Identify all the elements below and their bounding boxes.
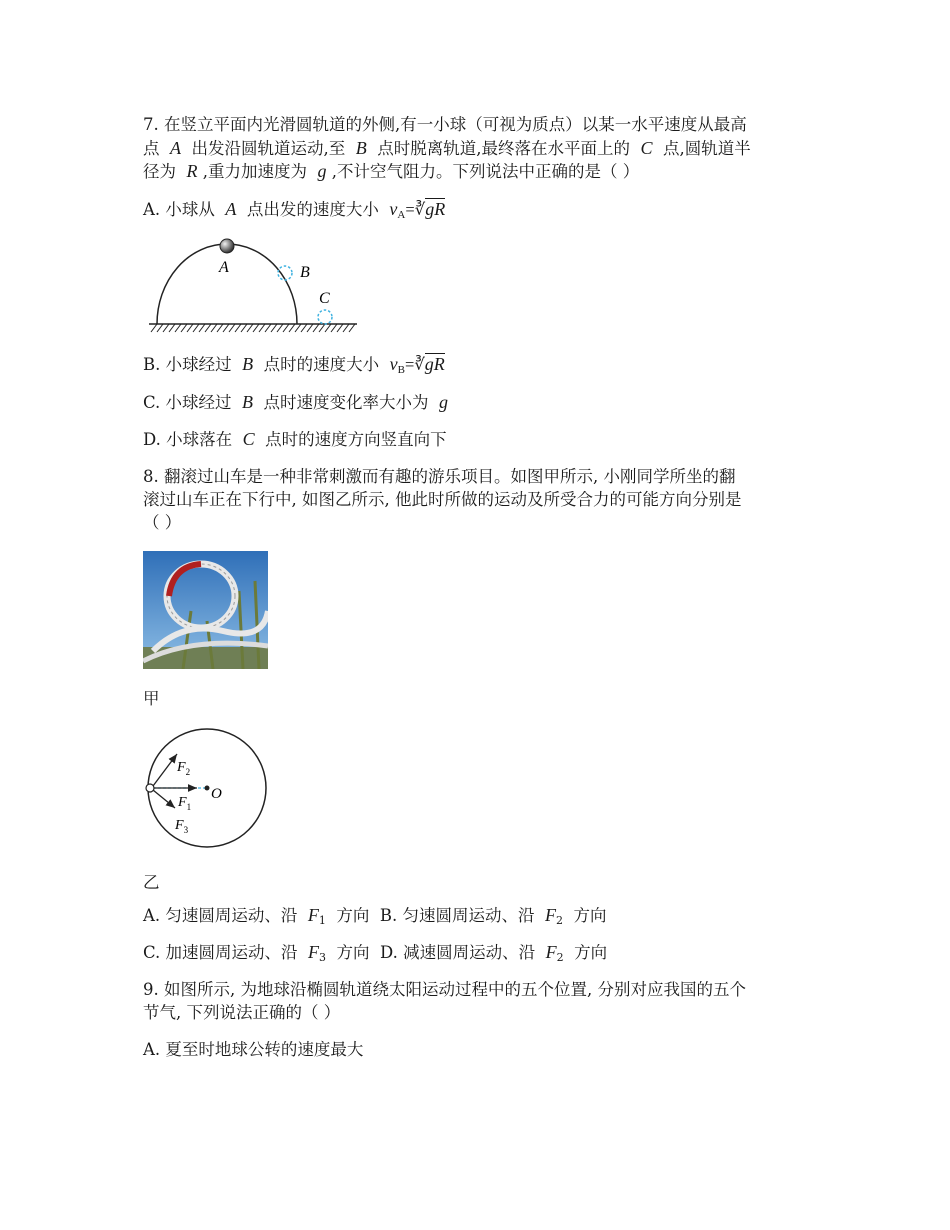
cube-root-sign: ∛ <box>414 355 425 374</box>
fig-label-b: B <box>300 264 310 281</box>
label-f3: $F_3$ <box>175 818 189 835</box>
q8-stem-line1: 8. 翻滚过山车是一种非常刺激而有趣的游乐项目。如图甲所示, 小刚同学所坐的翻 <box>143 467 736 486</box>
arrow-f2 <box>153 754 177 786</box>
q7-stem-line2: 点 A 出发沿圆轨道运动,至 B 点时脱离轨道,最终落在水平面上的 C 点,圆轨道半 <box>143 138 751 158</box>
q7-option-d: D. 小球落在 C 点时的速度方向竖直向下 <box>143 429 447 449</box>
q8-stem-line2: 滚过山车正在下行中, 如图乙所示, 他此时所做的运动及所受合力的可能方向分别是 <box>143 490 742 509</box>
q7-stem-line1: 7. 在竖立平面内光滑圆轨道的外侧,有一小球（可视为质点）以某一水平速度从最高 <box>143 115 747 134</box>
q7-figure-track <box>147 232 367 342</box>
q9-stem-line1: 9. 如图所示, 为地球沿椭圆轨道绕太阳运动过程中的五个位置, 分别对应我国的五个 <box>143 980 746 999</box>
center-dot <box>205 786 210 791</box>
q9-option-a: A. 夏至时地球公转的速度最大 <box>143 1040 364 1059</box>
label-f2: $F_2$ <box>177 760 191 777</box>
q9-stem-line2: 节气, 下列说法正确的（ ） <box>143 1003 341 1022</box>
roller-coaster-photo <box>143 551 268 669</box>
q8-options-cd: C. 加速圆周运动、沿 $F_3$ 方向 D. 减速圆周运动、沿 $F_2$ 方向 <box>143 942 608 964</box>
q8-options-ab: A. 匀速圆周运动、沿 $F_1$ 方向 B. 匀速圆周运动、沿 $F_2$ 方向 <box>143 905 607 927</box>
fig-label-c: C <box>319 290 330 307</box>
label-o: O <box>211 786 222 802</box>
semicircle-track <box>157 244 297 324</box>
q8-force-diagram <box>145 726 270 851</box>
arrow-f3 <box>153 790 175 808</box>
ground-hatching <box>151 324 355 332</box>
q7-option-c: C. 小球经过 B 点时速度变化率大小为 g <box>143 392 449 412</box>
fig-label-a: A <box>219 259 229 276</box>
label-f1: $F_1$ <box>178 795 192 812</box>
q7-stem-line3: 径为 R ,重力加速度为 g ,不计空气阻力。下列说法中正确的是（ ） <box>143 161 640 181</box>
q8-stem-line3: （ ） <box>143 513 182 532</box>
caption-jia: 甲 <box>143 689 160 708</box>
ball-at-a <box>220 239 234 253</box>
ball-at-c-dashed <box>318 310 332 324</box>
q7-option-a: A. 小球从 A 点出发的速度大小 $v_A=∛gR$ <box>143 199 446 221</box>
q7-option-b: B. 小球经过 B 点时的速度大小 $v_B=∛gR$ <box>143 354 445 376</box>
cube-root-sign: ∛ <box>414 200 426 219</box>
caption-yi: 乙 <box>143 873 160 892</box>
